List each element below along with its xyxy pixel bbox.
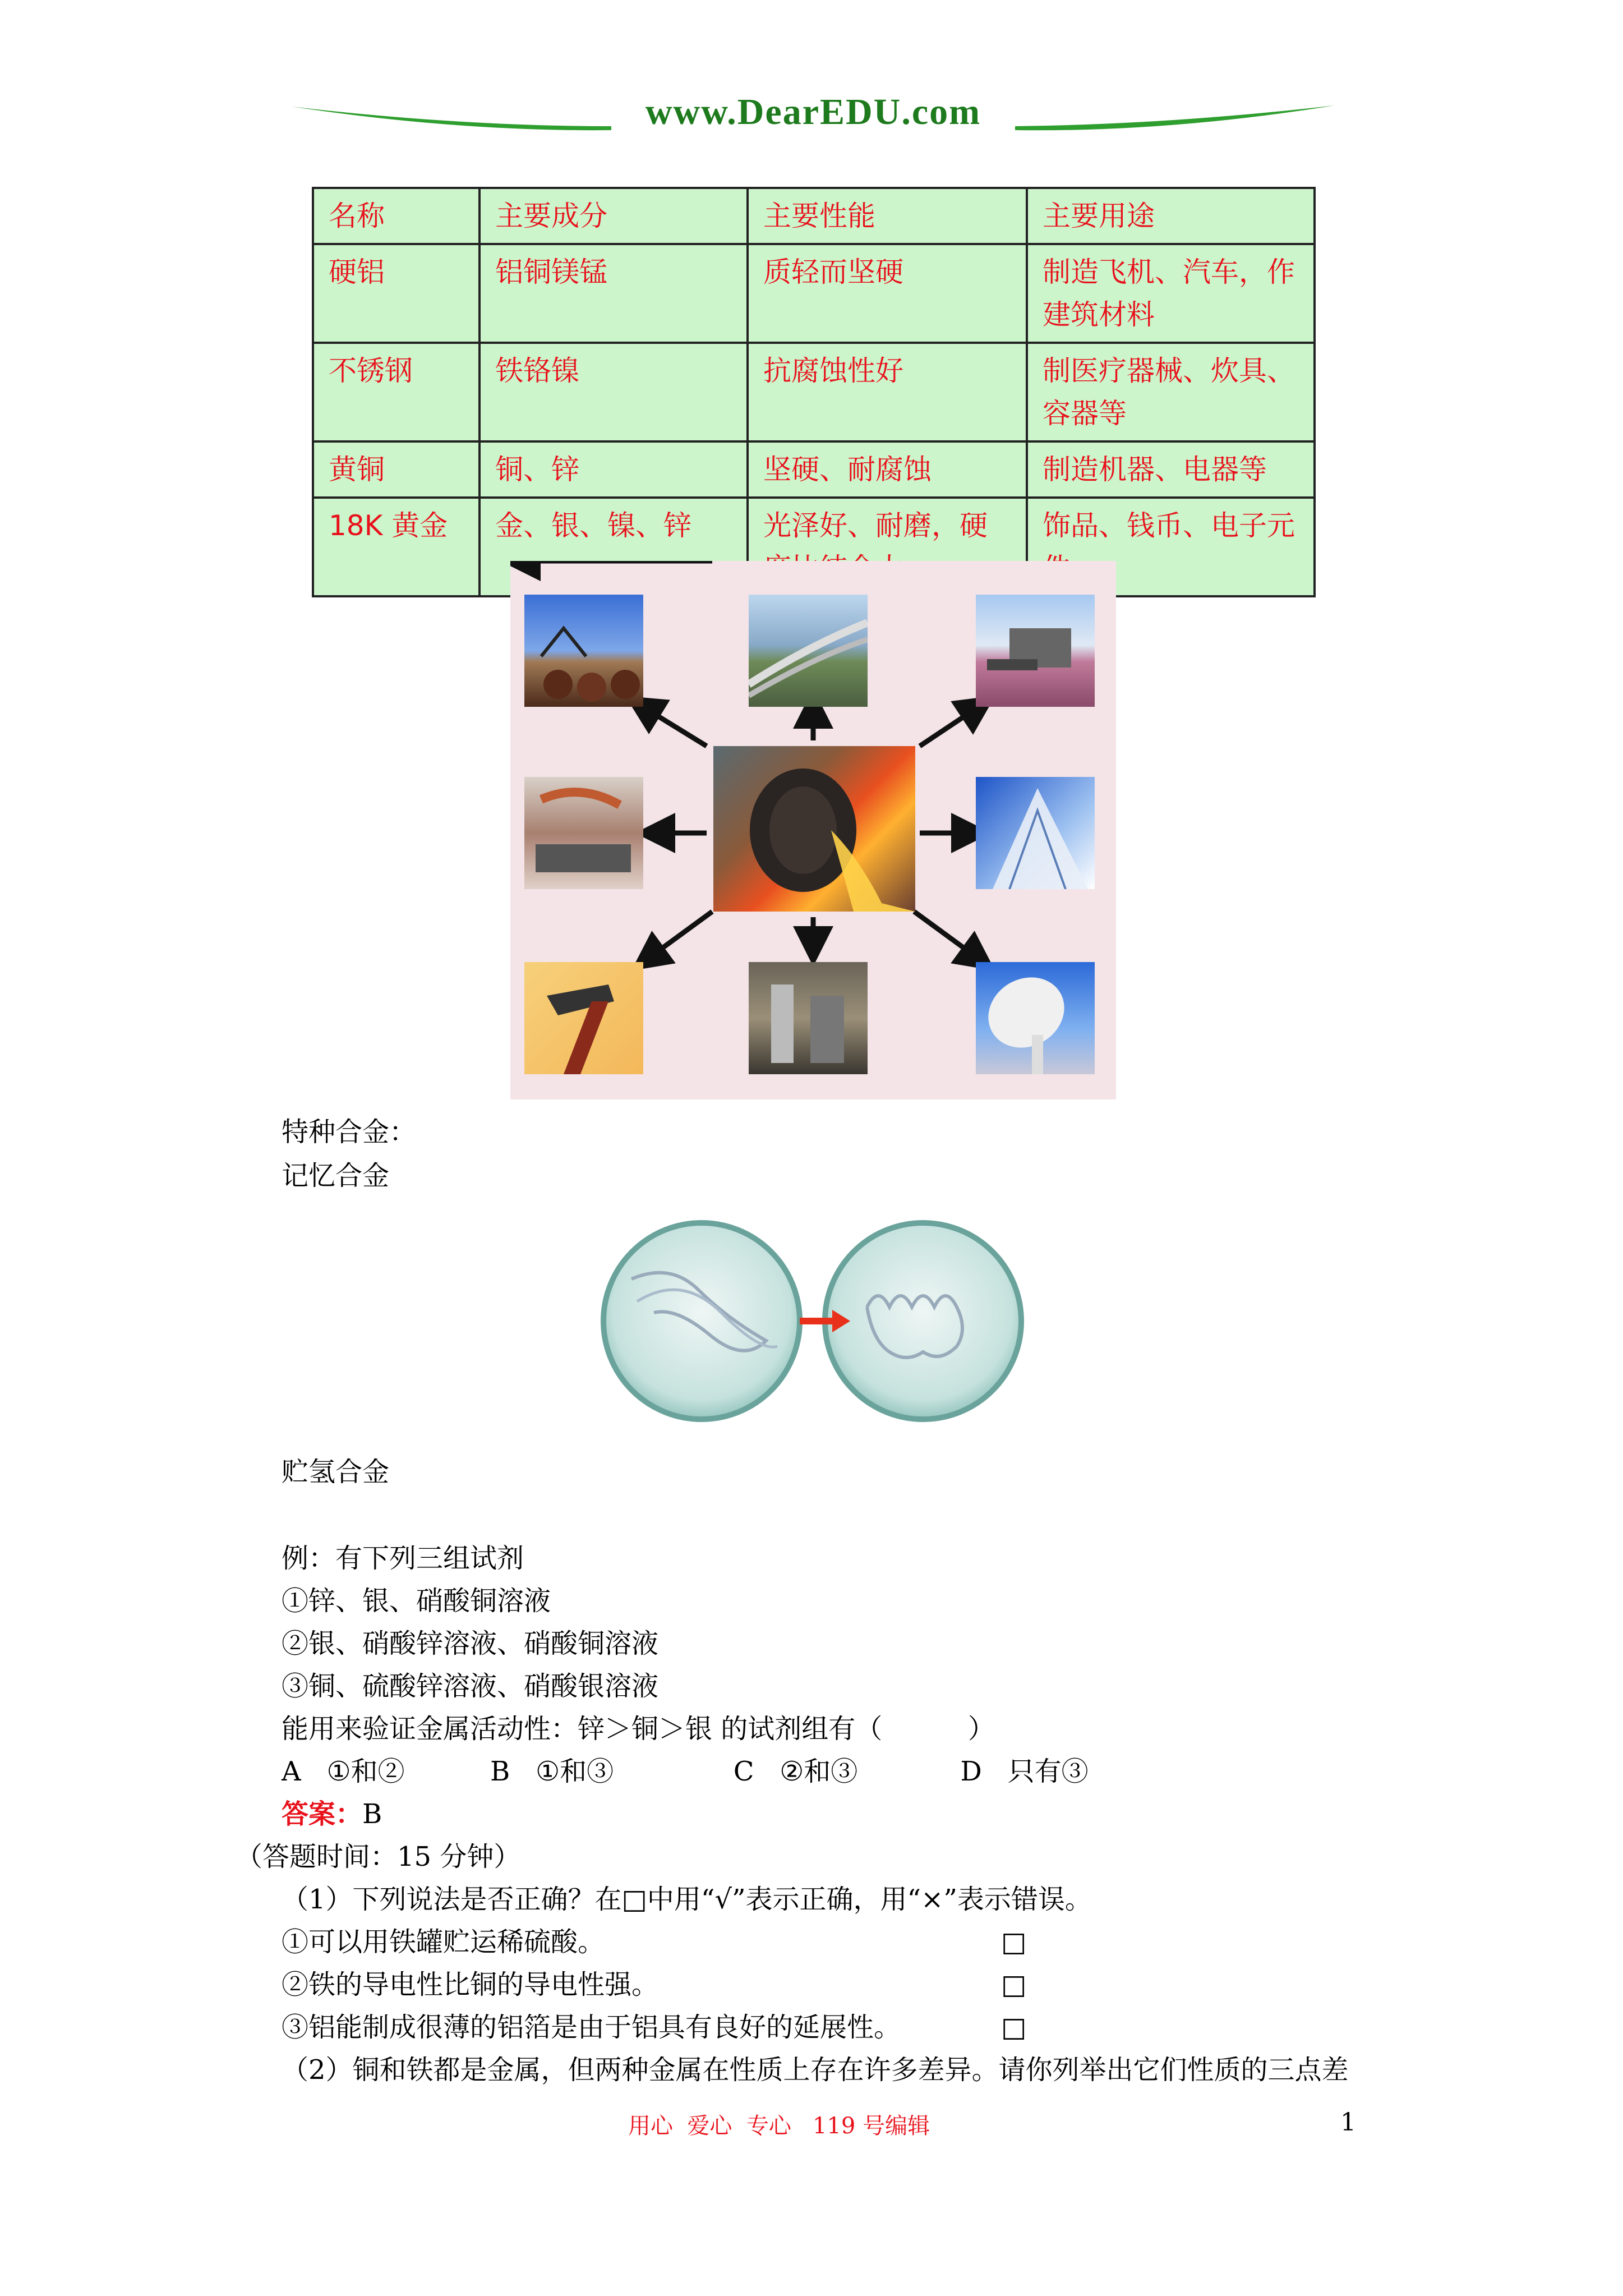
building-icon <box>976 777 1095 889</box>
table-cell: 饰品、钱币、电子元 <box>1027 498 1315 596</box>
footer-slogan: 用心 爱心 专心 119 号编辑 <box>628 2113 930 2139</box>
table-header-cell: 名称 <box>313 188 479 244</box>
table-cell: 黄铜 <box>313 441 479 498</box>
answer-value: B <box>362 1798 382 1830</box>
bridge-image <box>749 595 868 707</box>
special-alloy-heading: 特种合金： <box>282 1116 417 1148</box>
metal-applications-figure <box>510 561 1116 1099</box>
industrial-plant-image <box>749 962 868 1074</box>
table-cell: 抗腐蚀性好 <box>748 343 1027 441</box>
question-text: 能用来验证金属活动性：锌＞铜＞银 的试剂组有（ ） <box>282 1713 995 1745</box>
table-header-cell: 主要用途 <box>1027 188 1315 244</box>
question-1-item-c: ③铝能制成很薄的铝箔是由于铝具有良好的延展性。 <box>282 2012 901 2043</box>
hydrogen-alloy-heading: 贮氢合金 <box>282 1456 390 1488</box>
table-row <box>313 441 1315 498</box>
question-1-item-b: ②铁的导电性比铜的导电性强。 <box>282 1969 659 2000</box>
answer-options: A ①和② B ①和③ C ②和③ D 只有③ <box>282 1756 1089 1787</box>
site-header <box>292 84 1335 146</box>
table-cell: 铁铬镍 <box>479 343 748 441</box>
harvester-image <box>976 595 1095 707</box>
robot-arm-icon <box>524 777 643 889</box>
memory-alloy-heading: 记忆合金 <box>282 1160 390 1191</box>
table-row <box>313 244 1315 343</box>
satellite-dish-image <box>976 962 1095 1074</box>
table-header-cell: 主要性能 <box>748 188 1027 244</box>
skyscraper-image <box>976 777 1095 889</box>
molten-steel-image <box>713 746 915 912</box>
table-cell: 制医疗器械、炊具、容器等 <box>1027 343 1315 441</box>
table-cell: 制造机器、电器等 <box>1027 441 1315 498</box>
table-row <box>313 343 1315 441</box>
table-cell: 光泽好、耐磨，硬 <box>748 498 1027 596</box>
answer-box-b[interactable]: □ <box>1001 1969 1027 2000</box>
satellite-dish-icon <box>976 962 1095 1074</box>
reagent-3: ③铜、硫酸锌溶液、硝酸银溶液 <box>282 1671 659 1702</box>
answer-label: 答案： <box>282 1798 363 1830</box>
combine-icon <box>976 595 1095 707</box>
question-1: （1）下列说法是否正确？在□中用“√”表示正确，用“×”表示错误。 <box>282 1884 1092 1915</box>
answer-line <box>282 1797 382 1831</box>
table-header-cell: 主要成分 <box>479 188 748 244</box>
plant-icon <box>749 962 868 1074</box>
example-intro: 例：有下列三组试剂 <box>282 1543 524 1574</box>
table-cell: 坚硬、耐腐蚀 <box>748 441 1027 498</box>
answer-box-c[interactable]: □ <box>1001 2012 1027 2043</box>
table-cell: 制造飞机、汽车，作建筑材料 <box>1027 244 1315 343</box>
hammer-image <box>524 962 643 1074</box>
pumpjack-icon <box>524 595 643 707</box>
question-1-item-a: ①可以用铁罐贮运稀硫酸。 <box>282 1926 605 1958</box>
page-number: 1 <box>1340 2108 1356 2137</box>
table-cell: 质轻而坚硬 <box>748 244 1027 343</box>
question-2: （2）铜和铁都是金属，但两种金属在性质上存在许多差异。请你列举出它们性质的三点差 <box>282 2054 1349 2086</box>
reagent-1: ①锌、银、硝酸铜溶液 <box>282 1585 551 1617</box>
table-header-row <box>313 188 1315 244</box>
hammer-icon <box>524 962 643 1074</box>
table-cell: 金、银、镍、锌 <box>479 498 748 596</box>
table-cell: 不锈钢 <box>313 343 479 441</box>
site-logo-text: www.DearEDU.com <box>645 91 981 132</box>
time-note: （答题时间：15 分钟） <box>236 1841 521 1872</box>
table-cell: 铜、锌 <box>479 441 748 498</box>
ladle-icon <box>713 746 915 912</box>
alloy-table <box>312 187 1316 597</box>
reagent-2: ②银、硝酸锌溶液、硝酸铜溶液 <box>282 1628 659 1659</box>
answer-box-a[interactable]: □ <box>1001 1926 1027 1958</box>
memory-alloy-figure <box>587 1195 1040 1447</box>
table-cell: 硬铝 <box>313 244 479 343</box>
table-cell: 18K 黄金 <box>313 498 479 596</box>
highway-icon <box>749 595 868 707</box>
memory-alloy-dishes <box>587 1195 1040 1447</box>
oil-field-image <box>524 595 643 707</box>
table-cell: 铝铜镁锰 <box>479 244 748 343</box>
machinery-image <box>524 777 643 889</box>
